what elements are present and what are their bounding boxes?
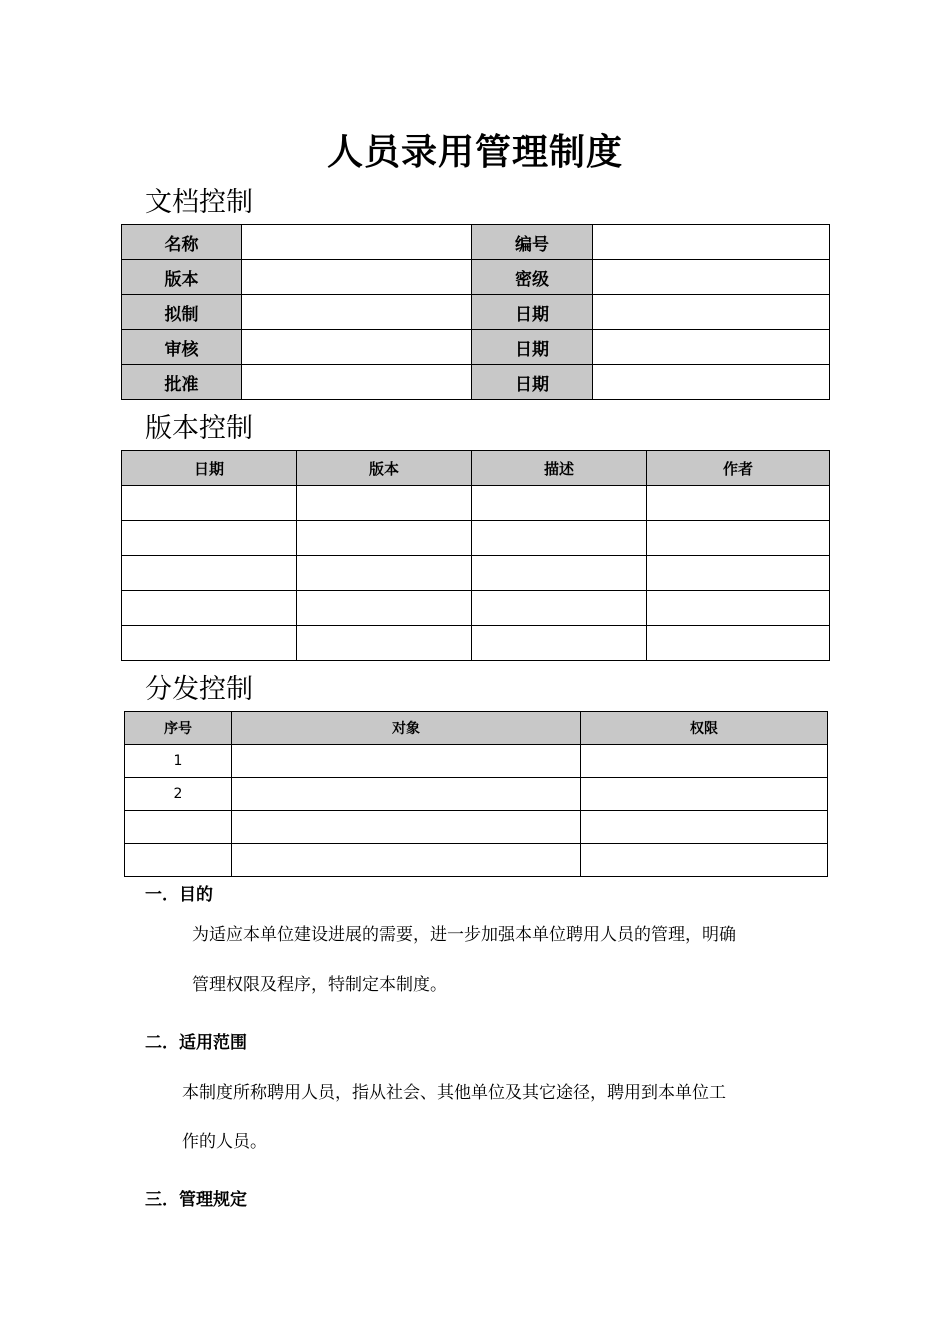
table-cell xyxy=(122,626,297,661)
doc-value-cell xyxy=(242,295,472,330)
table-cell xyxy=(581,778,828,811)
row-number xyxy=(125,811,232,844)
table-cell xyxy=(297,556,472,591)
table-row xyxy=(125,778,828,811)
table-cell xyxy=(647,591,830,626)
page-title: 人员录用管理制度 xyxy=(326,132,623,173)
table-row xyxy=(122,521,830,556)
table-row xyxy=(122,626,830,661)
version-control-table xyxy=(121,450,830,661)
scope-text-line-2: 作的人员。 xyxy=(182,1132,267,1152)
column-header-version: 版本 xyxy=(297,451,472,486)
doc-value-cell xyxy=(242,365,472,400)
doc-label-drafted: 拟制 xyxy=(122,295,242,330)
doc-label-version: 版本 xyxy=(122,260,242,295)
table-cell xyxy=(647,556,830,591)
table-header-row xyxy=(125,712,828,745)
column-header-permission: 权限 xyxy=(581,712,828,745)
column-header-date: 日期 xyxy=(122,451,297,486)
doc-label-approved: 批准 xyxy=(122,365,242,400)
table-cell xyxy=(581,745,828,778)
purpose-text-line-2: 管理权限及程序，特制定本制度。 xyxy=(192,975,447,995)
table-row xyxy=(122,260,830,295)
table-cell xyxy=(581,811,828,844)
table-cell xyxy=(122,556,297,591)
heading-management-rules: 三．管理规定 xyxy=(145,1190,247,1210)
table-cell xyxy=(232,811,581,844)
table-row xyxy=(122,486,830,521)
table-cell xyxy=(647,486,830,521)
doc-label-classification: 密级 xyxy=(472,260,593,295)
section-heading-version-control: 版本控制 xyxy=(145,413,253,444)
doc-label-number: 编号 xyxy=(472,225,593,260)
row-number xyxy=(125,844,232,877)
table-row xyxy=(122,330,830,365)
column-header-author: 作者 xyxy=(647,451,830,486)
column-header-description: 描述 xyxy=(472,451,647,486)
table-cell xyxy=(297,626,472,661)
row-number: 2 xyxy=(125,778,232,811)
doc-value-cell xyxy=(593,365,830,400)
column-header-recipient: 对象 xyxy=(232,712,581,745)
section-heading-distribution-control: 分发控制 xyxy=(145,674,253,705)
table-cell xyxy=(122,591,297,626)
table-cell xyxy=(472,626,647,661)
table-cell xyxy=(232,844,581,877)
distribution-control-table xyxy=(124,711,828,877)
table-cell xyxy=(122,521,297,556)
doc-label-reviewed: 审核 xyxy=(122,330,242,365)
doc-value-cell xyxy=(242,225,472,260)
table-cell xyxy=(647,521,830,556)
table-cell xyxy=(472,521,647,556)
doc-control-table xyxy=(121,224,830,400)
table-row xyxy=(122,225,830,260)
table-cell xyxy=(472,486,647,521)
row-number: 1 xyxy=(125,745,232,778)
doc-value-cell xyxy=(242,260,472,295)
table-row xyxy=(122,295,830,330)
doc-value-cell xyxy=(593,260,830,295)
section-heading-doc-control: 文档控制 xyxy=(145,187,253,218)
doc-label-date: 日期 xyxy=(472,365,593,400)
table-row xyxy=(122,365,830,400)
table-row xyxy=(125,811,828,844)
table-cell xyxy=(232,778,581,811)
doc-value-cell xyxy=(593,330,830,365)
doc-value-cell xyxy=(242,330,472,365)
table-row xyxy=(125,844,828,877)
doc-label-name: 名称 xyxy=(122,225,242,260)
doc-label-date: 日期 xyxy=(472,330,593,365)
doc-value-cell xyxy=(593,295,830,330)
table-cell xyxy=(297,591,472,626)
table-cell xyxy=(581,844,828,877)
doc-label-date: 日期 xyxy=(472,295,593,330)
table-row xyxy=(122,556,830,591)
table-cell xyxy=(232,745,581,778)
purpose-text-line-1: 为适应本单位建设进展的需要，进一步加强本单位聘用人员的管理，明确 xyxy=(192,925,736,945)
table-row xyxy=(125,745,828,778)
table-row xyxy=(122,591,830,626)
table-cell xyxy=(647,626,830,661)
table-cell xyxy=(472,556,647,591)
scope-text-line-1: 本制度所称聘用人员，指从社会、其他单位及其它途径，聘用到本单位工 xyxy=(182,1083,726,1103)
heading-purpose: 一．目的 xyxy=(145,885,213,905)
heading-scope: 二．适用范围 xyxy=(145,1033,247,1053)
column-header-sequence: 序号 xyxy=(125,712,232,745)
table-cell xyxy=(297,486,472,521)
table-header-row xyxy=(122,451,830,486)
doc-value-cell xyxy=(593,225,830,260)
table-cell xyxy=(472,591,647,626)
table-cell xyxy=(297,521,472,556)
table-cell xyxy=(122,486,297,521)
